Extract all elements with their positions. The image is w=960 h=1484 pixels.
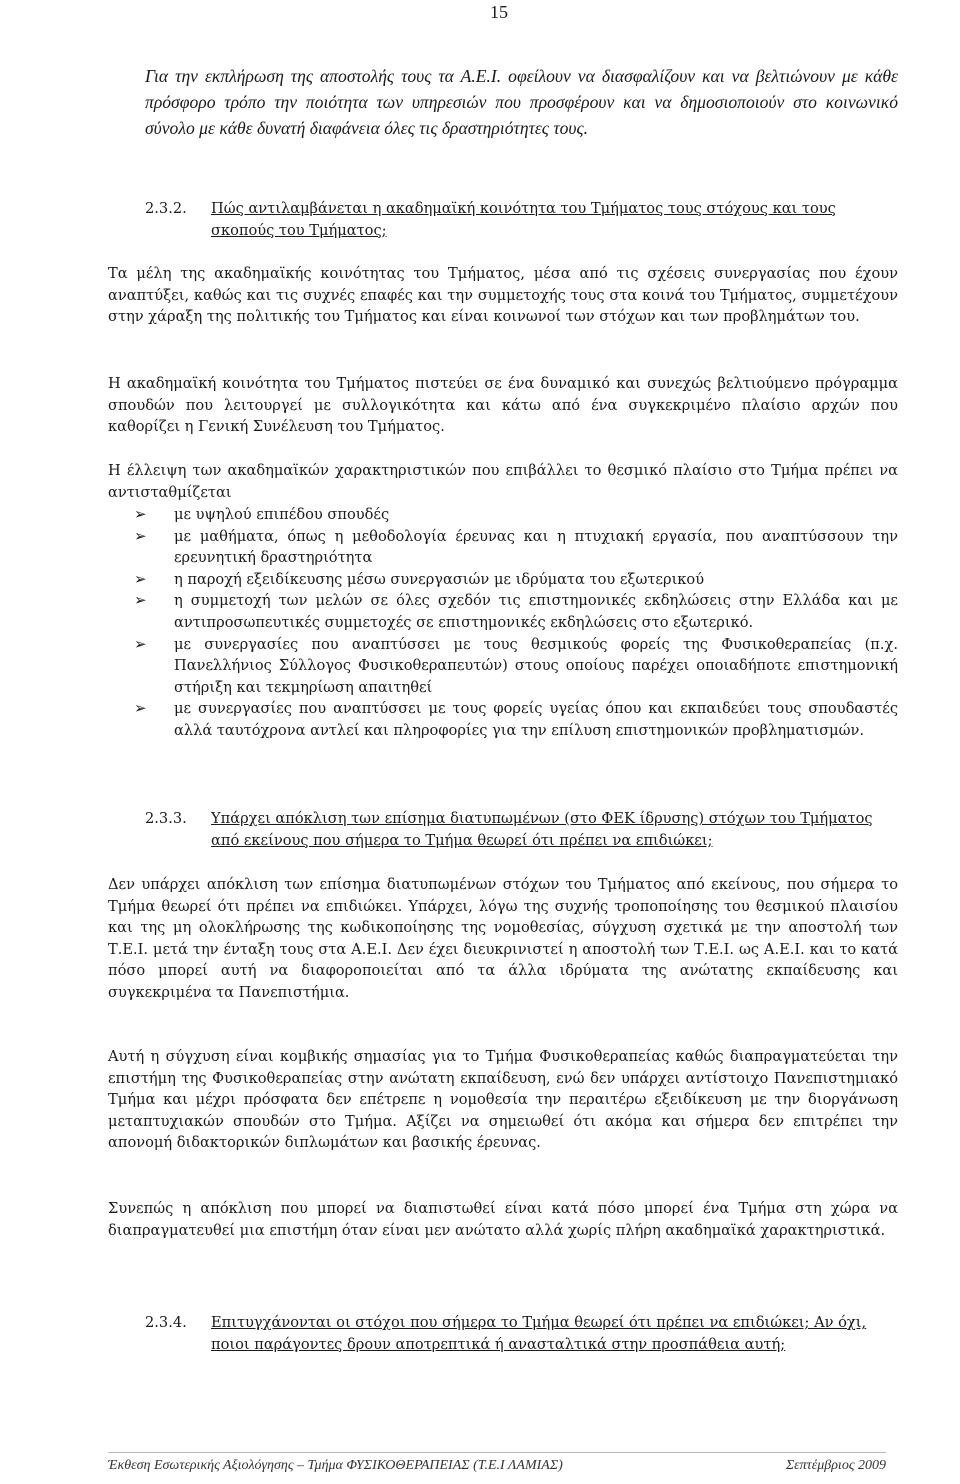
arrow-bullet-icon: ➢ (134, 569, 147, 588)
list-item (134, 569, 898, 591)
footer (108, 1458, 886, 1474)
list-item (134, 526, 898, 569)
section-heading-2-3-4 (145, 1312, 898, 1355)
paragraph-2-3-2-1: Τα μέλη της ακαδημαϊκής κοινότητας του Τμήματος, μέσα από τις σχέσεις συνεργασίας που έχουν αναπτύξει, καθώς και τις συχνές επαφές και την συμμετοχής τους στα κοινά του Τμήματος, συμμετέχουν στην χάραξη της πολιτικής του Τμήματος και είναι κοινωνοί των στόχων και των προβλημάτων του. (108, 265, 898, 326)
section-heading-2-3-2 (145, 198, 898, 241)
list-item (134, 504, 898, 526)
paragraph-2-3-2-2: Η ακαδημαϊκή κοινότητα του Τμήματος πιστεύει σε ένα δυναμικό και συνεχώς βελτιούμενο πρόγραμμα σπουδών που λειτουργεί με συλλογικότητα και κάτω από ένα συγκεκριμένο πλαίσιο αρχών που καθορίζει η Γενική Συνέλευση του Τμήματος. (108, 375, 898, 436)
section-title: Πώς αντιλαμβάνεται η ακαδημαϊκή κοινότητα του Τμήματος τους στόχους και τους σκοπούς του Τμήματος; (211, 200, 836, 239)
section-heading-2-3-3 (145, 808, 898, 851)
footer-date: Σεπτέμβριος 2009 (785, 1458, 886, 1473)
list-item (134, 698, 898, 741)
intro-paragraph: Για την εκπλήρωση της αποστολής τους τα Α.Ε.Ι. οφείλουν να διασφαλίζουν και να βελτιώνουν με κάθε πρόσφορο τρόπο την ποιότητα των υπηρεσιών που προσφέρουν και να δημοσιοποιούν στο κοινωνικό σύνολο με κάθε δυνατή διαφάνεια όλες τις δραστηριότητες τους. (145, 66, 898, 138)
section-title: Επιτυγχάνονται οι στόχοι που σήμερα το Τμήμα θεωρεί ότι πρέπει να επιδιώκει; Αν όχι, ποιοι παράγοντες δρουν αποτρεπτικά ή ανασταλτικά στην προσπάθεια αυτή; (211, 1314, 867, 1353)
footer-left-text: Έκθεση Εσωτερικής Αξιολόγησης – Τμήμα ΦΥΣΙΚΟΘΕΡΑΠΕΙΑΣ (Τ.Ε.Ι ΛΑΜΙΑΣ) (108, 1458, 563, 1473)
page-number: 15 (490, 2, 508, 22)
paragraph-2-3-2-3: Η έλλειψη των ακαδημαϊκών χαρακτηριστικών που επιβάλλει το θεσμικό πλαίσιο στο Τμήμα πρέπει να αντισταθμίζεται (108, 462, 898, 501)
list-item-text: η παροχή εξειδίκευσης μέσω συνεργασιών με ιδρύματα του εξωτερικού (174, 570, 705, 588)
list-item-text: η συμμετοχή των μελών σε όλες σχεδόν τις επιστημονικές εκδηλώσεις στην Ελλάδα και με αντιπροσωπευτικές συμμετοχές σε επιστημονικές εκδηλώσεις στο εξωτερικό. (174, 592, 898, 631)
paragraph-2-3-3-1: Δεν υπάρχει απόκλιση των επίσημα διατυπωμένων στόχων του Τμήματος από εκείνους, που σήμερα το Τμήμα θεωρεί ότι πρέπει να επιδιώκει. Υπάρχει, λόγω της συχνής τροποποίησης του θεσμικού πλαισίου και της μη ολοκλήρωσης της κωδικοποίησης της νομοθεσίας, σύγχυση σχετικά με την αποστολή των Τ.Ε.Ι. μετά την ένταξη τους στα Α.Ε.Ι. Δεν έχει διευκρινιστεί η αποστολή των Τ.Ε.Ι. ως Α.Ε.Ι. και το κατά πόσο μπορεί αυτή να διαφοροποιείται από τα άλλα ιδρύματα της ανώτατης εκπαίδευσης και συγκεκριμένα τα Πανεπιστήμια. (108, 876, 898, 1001)
section-number: 2.3.4. (145, 1314, 187, 1331)
bullet-list (134, 504, 898, 742)
paragraph-2-3-3-3: Συνεπώς η απόκλιση που μπορεί να διαπιστωθεί είναι κατά πόσο μπορεί ένα Τμήμα στη χώρα να διαπραγματευθεί μια επιστήμη όταν είναι μεν ανώτατο αλλά χωρίς πλήρη ακαδημαϊκά χαρακτηριστικά. (108, 1200, 898, 1239)
list-item-text: με συνεργασίες που αναπτύσσει με τους φορείς υγείας όπου και εκπαιδεύει τους σπουδαστές αλλά ταυτόχρονα αντλεί και πληροφορίες για την επίλυση επιστημονικών προβληματισμών. (174, 700, 898, 739)
section-number: 2.3.3. (145, 810, 187, 827)
paragraph-2-3-3-2: Αυτή η σύγχυση είναι κομβικής σημασίας για το Τμήμα Φυσικοθεραπείας καθώς διαπραγματεύεται την επιστήμη της Φυσικοθεραπείας στην ανώτατη εκπαίδευση, ενώ δεν υπάρχει αντίστοιχο Πανεπιστημιακό Τμήμα και μέχρι πρόσφατα δεν επέτρεπε η νομοθεσία την περαιτέρω εξειδίκευση με την διοργάνωση μεταπτυχιακών σπουδών στο Τμήμα. Αξίζει να σημειωθεί ότι ακόμα και σήμερα δεν επιτρέπει την απονομή διδακτορικών διπλωμάτων και βασικής έρευνας. (108, 1048, 898, 1152)
list-item-text: με μαθήματα, όπως η μεθοδολογία έρευνας και η πτυχιακή εργασία, που αναπτύσσουν την ερευνητική δραστηριότητα (174, 527, 898, 567)
arrow-bullet-icon: ➢ (134, 505, 147, 523)
list-item-text: με συνεργασίες που αναπτύσσει με τους θεσμικούς φορείς της Φυσικοθεραπείας (π.χ. Πανελλήνιος Σύλλογος Φυσικοθεραπευτών) στους οποίους παρέχει οποιαδήποτε επιστημονική στήριξη και τεκμηρίωση απαιτηθεί (174, 635, 898, 696)
footer-divider (108, 1452, 886, 1453)
arrow-bullet-icon: ➢ (134, 526, 147, 545)
list-item (134, 590, 898, 633)
section-title: Υπάρχει απόκλιση των επίσημα διατυπωμένων (στο ΦΕΚ ίδρυσης) στόχων του Τμήματος από εκείνους που σήμερα το Τμήμα θεωρεί ότι πρέπει να επιδιώκει; (211, 810, 873, 849)
arrow-bullet-icon: ➢ (134, 634, 147, 653)
section-number: 2.3.2. (145, 200, 187, 217)
arrow-bullet-icon: ➢ (134, 591, 147, 610)
list-item (134, 634, 898, 699)
list-item-text: με υψηλού επιπέδου σπουδές (174, 506, 390, 523)
arrow-bullet-icon: ➢ (134, 699, 147, 718)
